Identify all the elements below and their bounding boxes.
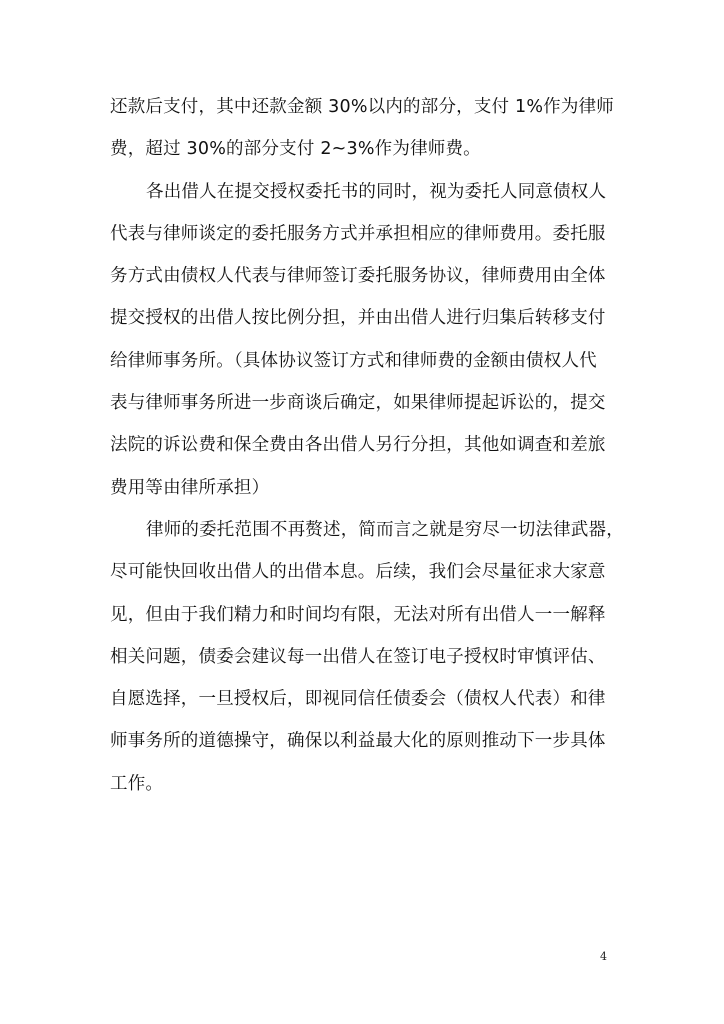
page-number: 4 bbox=[600, 950, 607, 963]
paragraph-line: 提交授权的出借人按比例分担，并由出借人进行归集后转移支付 bbox=[110, 308, 606, 329]
paragraph-line: 给律师事务所。（具体协议签订方式和律师费的金额由债权人代 bbox=[110, 350, 597, 371]
paragraph-line: 工作。 bbox=[110, 773, 164, 794]
body-text bbox=[110, 86, 630, 805]
paragraph-line: 还款后支付，其中还款金额 30%以内的部分，支付 1%作为律师 bbox=[110, 97, 614, 117]
paragraph-line: 尽可能快回收出借人的出借本息。后续，我们会尽量征求大家意 bbox=[110, 562, 606, 583]
paragraph-line: 法院的诉讼费和保全费由各出借人另行分担，其他如调查和差旅 bbox=[110, 435, 606, 456]
paragraph-line: 各出借人在提交授权委托书的同时，视为委托人同意债权人 bbox=[146, 181, 607, 202]
paragraph-line: 费，超过 30%的部分支付 2~3%作为律师费。 bbox=[110, 139, 481, 160]
paragraph-line: 自愿选择，一旦授权后，即视同信任债委会（债权人代表）和律 bbox=[110, 689, 606, 710]
paragraph-line: 表与律师事务所进一步商谈后确定，如果律师提起诉讼的，提交 bbox=[110, 393, 606, 414]
paragraph-line: 律师的委托范围不再赘述，简而言之就是穷尽一切法律武器， bbox=[146, 519, 624, 540]
paragraph-line: 相关问题，债委会建议每一出借人在签订电子授权时审慎评估、 bbox=[110, 646, 606, 667]
paragraph-line: 务方式由债权人代表与律师签订委托服务协议，律师费用由全体 bbox=[110, 266, 606, 287]
paragraph-line: 代表与律师谈定的委托服务方式并承担相应的律师费用。委托服 bbox=[110, 223, 606, 244]
paragraph-line: 师事务所的道德操守，确保以利益最大化的原则推动下一步具体 bbox=[110, 731, 606, 752]
paragraph-line: 费用等由律所承担） bbox=[110, 477, 270, 498]
paragraph-line: 见，但由于我们精力和时间均有限，无法对所有出借人一一解释 bbox=[110, 604, 606, 625]
